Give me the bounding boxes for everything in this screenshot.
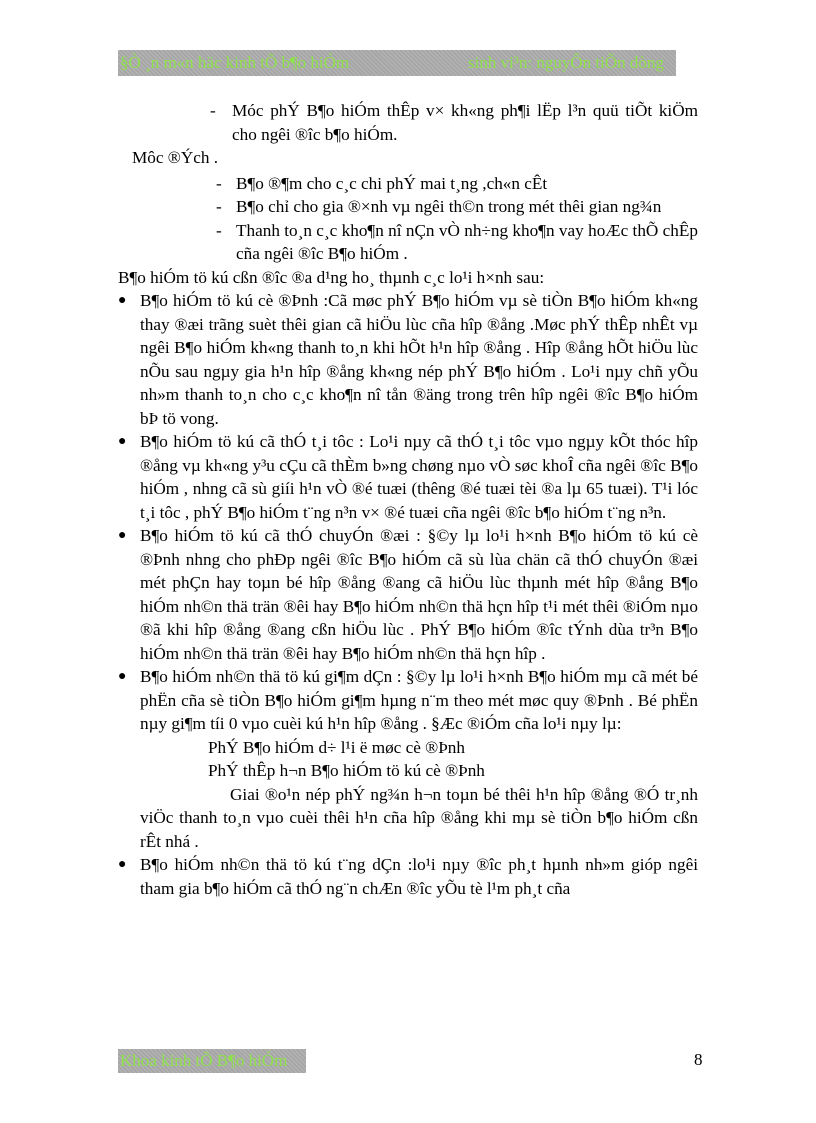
bullet-icon: ● [118, 857, 127, 872]
dash-item [118, 219, 698, 266]
bullet-text: B¶o hiÓm tö kú cã thÓ chuyÓn ®æi : §©y lµ lo¹i h×nh B¶o hiÓm tö kú cè ®Þnh nhng cho phÐp ngêi ®îc B¶o hiÓm cã sù lùa chän cã thÓ chuyÓn ®æi mét phÇn hay toµn bé hîp ®ång ®ang cã hiÖu lùc thµnh mét hîp ®ång B¶o hiÓm nh©n thä trän ®êi hay B¶o hiÓm nh©n thä hçn hîp t¹i mét thêi ®iÓm nµo ®ã khi hîp ®ång ®ang cßn hiÖu lùc . PhÝ B¶o hiÓm ®îc tÝnh dùa tr³n B¶o hiÓm nh©n thä trän ®êi hay B¶o hiÓm nh©n thä hçn hîp . [140, 526, 698, 663]
page-number: 8 [694, 1050, 703, 1069]
dash-item [118, 99, 698, 146]
header-course-title: §Ò ¸n m«n häc kinh tÕ b¶o hiÓm [120, 53, 350, 72]
bullet-text: B¶o hiÓm nh©n thä tö kú t¨ng dÇn :lo¹i nµy ®îc ph¸t hµnh nh»m gióp ngêi tham gia b¶o hiÓm cã thÓ ng¨n chÆn ®îc yÕu tè l¹m ph¸t cña [140, 855, 698, 898]
bullet-icon: ● [118, 434, 127, 449]
document-body [118, 99, 698, 900]
dash-item-text: B¶o chỉ cho gia ®×nh vµ ngêi th©n trong mét thêi gian ng¾n [236, 197, 662, 216]
formula-line: PhÝ B¶o hiÓm d÷ l¹i ë møc cè ®Þnh [208, 737, 465, 757]
dash-item-text: Móc phÝ B¶o hiÓm thÊp v× kh«ng ph¶i lËp l³n quü tiÕt kiÖm cho ngêi ®îc b¶o hiÓm. [232, 101, 698, 144]
dash-item-text: B¶o ®¶m cho c¸c chi phÝ mai t¸ng ,ch«n cÊt [236, 173, 548, 193]
bullet-icon: ● [118, 528, 127, 543]
bullet-icon: ● [118, 293, 127, 308]
section-label: Môc ®Ých . [132, 148, 219, 167]
giai-doan-paragraph: Giai ®o¹n nép phÝ ng¾n h¬n toµn bé thêi h¹n hîp ®ång ®Ó tr¸nh viÖc thanh to¸n vµo cuèi thêi h¹n cña hîp ®ång khi mµ sè tiÒn b¶o hiÓm cßn rÊt nhá . [140, 784, 698, 851]
dash-marker: - [216, 173, 222, 193]
bullet-item [118, 665, 698, 736]
dash-marker: - [216, 197, 222, 216]
bullet-text: B¶o hiÓm tö kú cã thÓ t¸i tôc : Lo¹i nµy cã thÓ t¸i tôc vµo ngµy kÕt thóc hîp ®ång vµ kh«ng y³u cÇu cã thÈm b»ng chøng nµo vÒ søc khoÎ cña ngêi ®îc B¶o hiÓm , nhng cã sù giíi h¹n vÒ ®é tuæi (thêng ®é tuæi tèi ®a lµ 65 tuæi). T¹i lóc t¸i tôc , phÝ B¶o hiÓm t¨ng n³n v× ®é tuæi cña ngêi ®îc b¶o hiÓm t¨ng n³n. [140, 432, 698, 522]
formula-line: PhÝ thÊp h¬n B¶o hiÓm tö kú cè ®Þnh [208, 761, 485, 780]
bullet-icon: ● [118, 669, 127, 684]
footer-faculty: Khoa kinh tÕ B¶o hiÓm [118, 1049, 306, 1073]
dash-marker: - [210, 101, 216, 120]
header-student-name: sinh vi³n: nguyÔn tiÕn dòng [468, 53, 664, 72]
dash-item [118, 195, 698, 219]
dash-item-text: Thanh to¸n c¸c kho¶n nî nÇn vÒ nh÷ng kho¶n vay hoÆc thÕ chÊp cña ngêi ®îc B¶o hiÓm . [236, 220, 698, 263]
bullet-item [118, 853, 698, 900]
bullet-item [118, 524, 698, 665]
dash-item [118, 172, 698, 196]
page-header [118, 50, 676, 76]
intro-paragraph: B¶o hiÓm tö kú cßn ®îc ®a d¹ng ho¸ thµnh c¸c lo¹i h×nh sau: [118, 267, 545, 287]
bullet-item [118, 289, 698, 430]
bullet-text: B¶o hiÓm nh©n thä tö kú gi¶m dÇn : §©y lµ lo¹i h×nh B¶o hiÓm mµ cã mét bé phËn cña sè tiÒn B¶o hiÓm gi¶m hµng n¨m theo mét møc quy ®Þnh . Bé phËn nµy gi¶m tíi 0 vµo cuèi kú h¹n hîp ®ång . §Æc ®iÓm cña lo¹i nµy lµ: [140, 667, 698, 733]
bullet-item [118, 430, 698, 524]
dash-marker: - [216, 220, 222, 240]
bullet-text: B¶o hiÓm tö kú cè ®Þnh :Cã møc phÝ B¶o hiÓm vµ sè tiÒn B¶o hiÓm kh«ng thay ®æi trãng suèt thêi gian cã hiÖu lùc cña hîp ®ång .Møc phÝ thÊp nhÊt vµ ngêi B¶o hiÓm kh«ng thanh to¸n khi hÕt h¹n hîp ®ång . Hîp ®ång hÕt hiÖu lùc nÕu sau ngµy gia h¹n hîp ®ång kh«ng nép phÝ B¶o hiÓm . Lo¹i nµy chñ yÕu nh»m thanh to¸n cho c¸c kho¶n nî tån ®äng trong trên hîp ngêi ®îc B¶o hiÓm bÞ tö vong. [140, 291, 698, 428]
